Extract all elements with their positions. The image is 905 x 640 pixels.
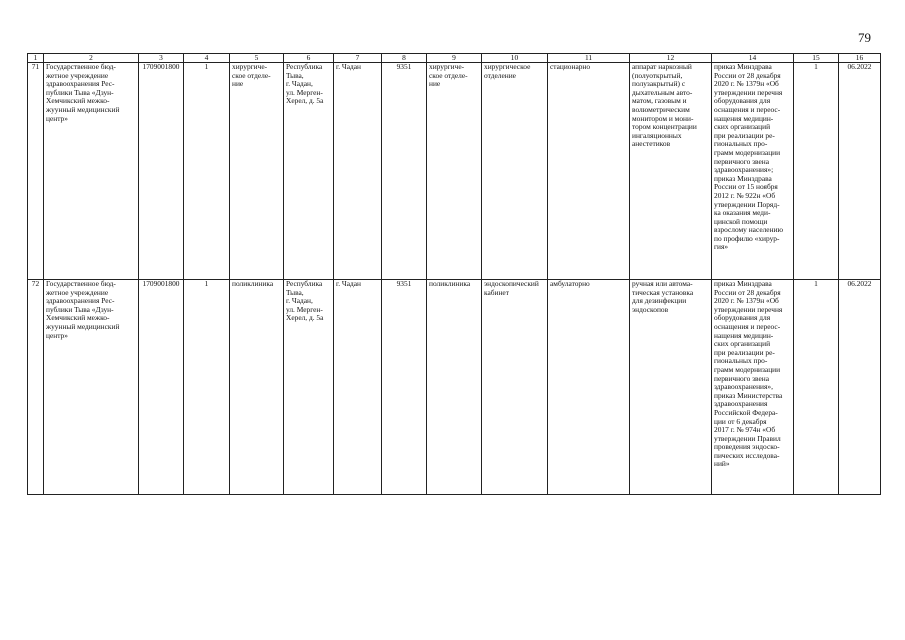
column-header: 10 — [482, 54, 548, 63]
legal-basis: приказ Минздрава России от 28 декабря 2020 г. № 1379н «Об утверждении перечня оборудования для оснащения и переос- нащения медицин- ских организаций при реализации ре- гиональных про- грамм модернизации первичного звена здравоохранения»; приказ Минздрава России от 15 ноября 2012 г. № 922н «Об утверждении Поряд- ка оказания меди- цинской помощи взрослому населению по профилю «хирур- гия» — [712, 63, 794, 280]
quantity: 1 — [794, 280, 839, 495]
care-condition: амбулаторно — [548, 280, 630, 495]
column-header: 8 — [382, 54, 427, 63]
column-header: 11 — [548, 54, 630, 63]
column-header: 6 — [284, 54, 334, 63]
equipment-table — [27, 53, 881, 495]
organization-name: Государственное бюд- жетное учреждение здравоохранения Рес- публики Тыва «Дзун- Хемчикский межко- жуунный медицинский центр» — [44, 280, 139, 495]
table-row — [28, 63, 881, 280]
department: поликлиника — [427, 280, 482, 495]
organization-code: 1709001800 — [139, 280, 184, 495]
structural-unit: поликлиника — [230, 280, 284, 495]
city: г. Чадан — [334, 280, 382, 495]
table-row — [28, 280, 881, 495]
organization-code: 1709001800 — [139, 63, 184, 280]
care-condition: стационарно — [548, 63, 630, 280]
delivery-date: 06.2022 — [839, 63, 881, 280]
row-number: 72 — [28, 280, 44, 495]
column-header: 15 — [794, 54, 839, 63]
organization-name: Государственное бюд- жетное учреждение здравоохранения Рес- публики Тыва «Дзун- Хемчикский межко- жуунный медицинский центр» — [44, 63, 139, 280]
okato-code: 9351 — [382, 280, 427, 495]
column-header: 3 — [139, 54, 184, 63]
room: хирургическое отделение — [482, 63, 548, 280]
unit-count: 1 — [184, 280, 230, 495]
column-header: 14 — [712, 54, 794, 63]
column-header: 4 — [184, 54, 230, 63]
column-header: 16 — [839, 54, 881, 63]
row-number: 71 — [28, 63, 44, 280]
address: Республика Тыва, г. Чадан, ул. Мерген- Херел, д. 5а — [284, 63, 334, 280]
column-header: 7 — [334, 54, 382, 63]
page-number: 79 — [858, 30, 871, 45]
column-header: 2 — [44, 54, 139, 63]
column-header: 9 — [427, 54, 482, 63]
okato-code: 9351 — [382, 63, 427, 280]
column-number-row — [28, 54, 881, 63]
column-header: 1 — [28, 54, 44, 63]
legal-basis: приказ Минздрава России от 28 декабря 2020 г. № 1379н «Об утверждении перечня оборудования для оснащения и переос- нащения медицин- ских организаций при реализации ре- гиональных про- грамм модернизации первичного звена здравоохранения», приказ Министерства здравоохранения Российской Федера- ции от 6 декабря 2017 г. № 974н «Об утверждении Правил проведения эндоско- пических исследова- ний» — [712, 280, 794, 495]
equipment-name: аппарат наркозный (полуоткрытый, полузакрытый) с дыхательным авто- матом, газовым и волюметрическим монитором и мони- тором концентрации ингаляционных анестетиков — [630, 63, 712, 280]
column-header: 5 — [230, 54, 284, 63]
quantity: 1 — [794, 63, 839, 280]
structural-unit: хирургиче- ское отделе- ние — [230, 63, 284, 280]
department: хирургиче- ское отделе- ние — [427, 63, 482, 280]
column-header: 12 — [630, 54, 712, 63]
unit-count: 1 — [184, 63, 230, 280]
equipment-name: ручная или автома- тическая установка для дезинфекции эндоскопов — [630, 280, 712, 495]
address: Республика Тыва, г. Чадан, ул. Мерген- Херел, д. 5а — [284, 280, 334, 495]
delivery-date: 06.2022 — [839, 280, 881, 495]
city: г. Чадан — [334, 63, 382, 280]
room: эндоскопический кабинет — [482, 280, 548, 495]
